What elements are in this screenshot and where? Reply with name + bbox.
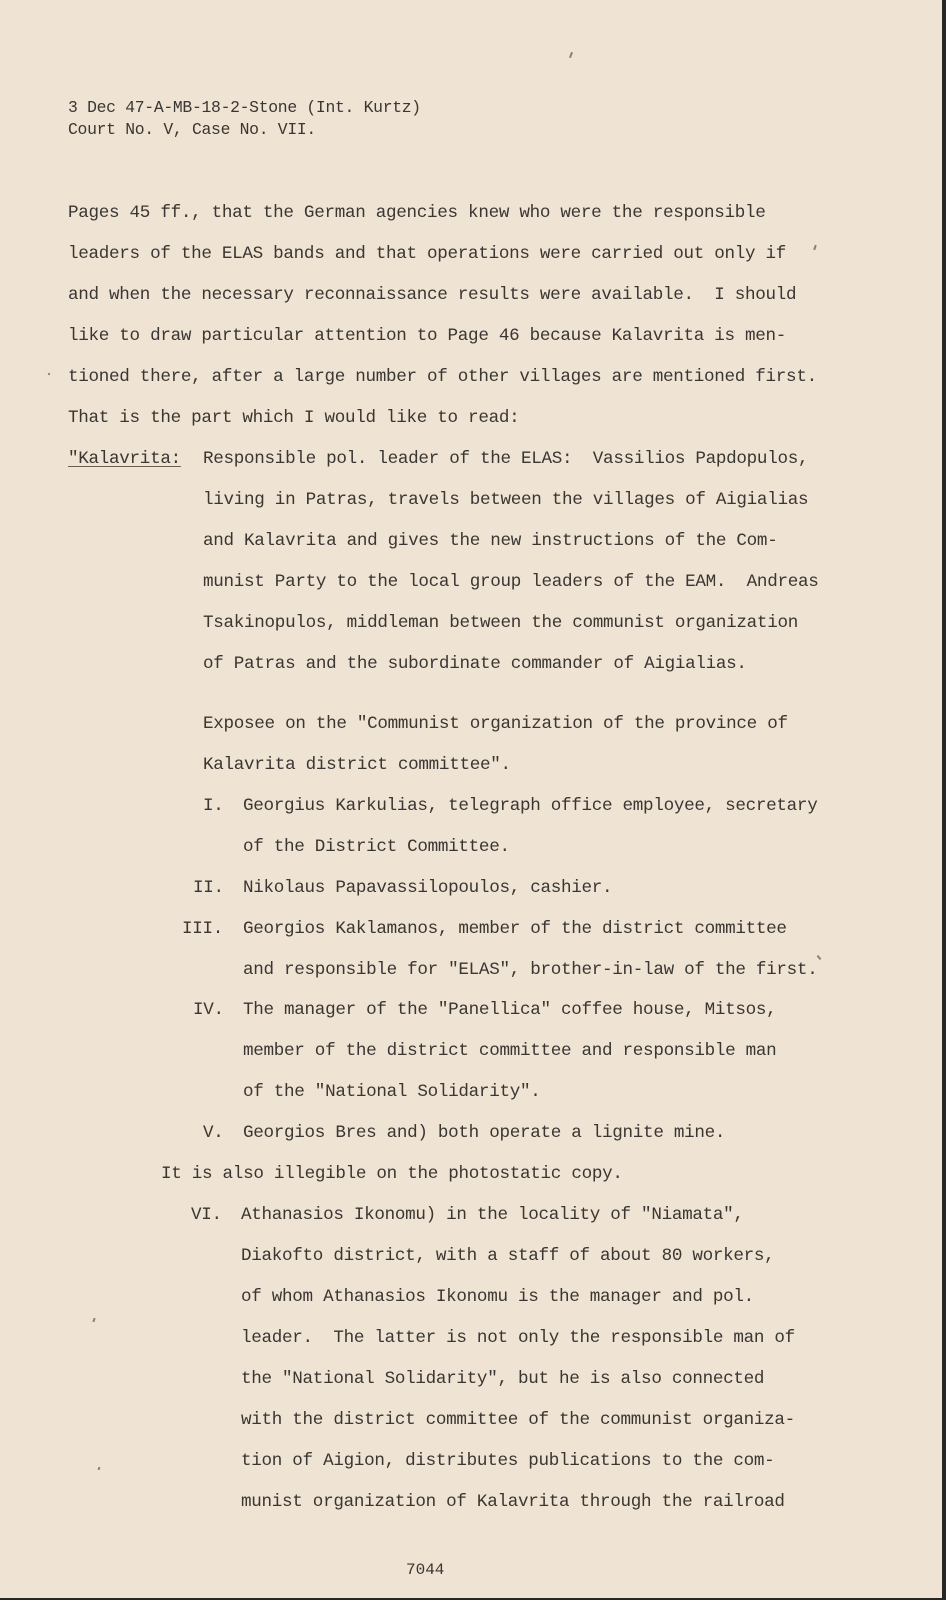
text-line: leaders of the ELAS bands and that operations were carried out only if xyxy=(68,244,787,264)
text-line: of Patras and the subordinate commander of Aigialias. xyxy=(203,654,747,674)
text-line: Exposee on the "Communist organization of the province of xyxy=(203,714,788,734)
list-number: II. xyxy=(193,878,224,898)
text-line: and Kalavrita and gives the new instructions of the Com- xyxy=(203,531,778,551)
header-court: Court No. V, Case No. VII. xyxy=(68,120,316,139)
text-line: leader. The latter is not only the responsible man of xyxy=(241,1328,795,1348)
text-line: of the District Committee. xyxy=(243,837,510,857)
illegible-note: It is also illegible on the photostatic copy. xyxy=(161,1164,623,1184)
text-line: the "National Solidarity", but he is also connected xyxy=(241,1369,765,1389)
text-line: munist Party to the local group leaders of the EAM. Andreas xyxy=(203,572,819,592)
paper-speck xyxy=(98,1467,101,1471)
text-line: tion of Aigion, distributes publications to the com- xyxy=(241,1451,775,1471)
paper-speck xyxy=(569,52,573,58)
text-line: Georgius Karkulias, telegraph office employee, secretary xyxy=(243,796,818,816)
list-number: III. xyxy=(182,919,224,939)
text-line: like to draw particular attention to Page 46 because Kalavrita is men- xyxy=(68,326,787,346)
text-line: Responsible pol. leader of the ELAS: Vassilios Papdopulos, xyxy=(203,449,809,469)
text-line: living in Patras, travels between the villages of Aigialias xyxy=(203,490,809,510)
text-line: Athanasios Ikonomu) in the locality of "Niamata", xyxy=(241,1205,744,1225)
text-line: of the "National Solidarity". xyxy=(243,1082,541,1102)
text-line: That is the part which I would like to read: xyxy=(68,408,520,428)
text-line: The manager of the "Panellica" coffee house, Mitsos, xyxy=(243,1000,777,1020)
list-number: IV. xyxy=(193,1000,224,1020)
text-line: Georgios Kaklamanos, member of the district committee xyxy=(243,919,787,939)
text-line: Pages 45 ff., that the German agencies knew who were the responsible xyxy=(68,203,766,223)
list-number: V. xyxy=(203,1123,224,1143)
header-reference: 3 Dec 47-A-MB-18-2-Stone (Int. Kurtz) xyxy=(68,98,421,117)
text-line: Georgios Bres and) both operate a lignite mine. xyxy=(243,1123,726,1143)
paper-speck xyxy=(92,1318,95,1322)
text-line: tioned there, after a large number of other villages are mentioned first. xyxy=(68,367,817,387)
page-number: 7044 xyxy=(406,1561,445,1579)
text-line: of whom Athanasios Ikonomu is the manager and pol. xyxy=(241,1287,754,1307)
text-line: and when the necessary reconnaissance results were available. I should xyxy=(68,285,797,305)
text-line: Diakofto district, with a staff of about 80 workers, xyxy=(241,1246,775,1266)
text-line: munist organization of Kalavrita through the railroad xyxy=(241,1492,785,1512)
paper-speck xyxy=(813,245,817,250)
text-line: and responsible for "ELAS", brother-in-law of the first. xyxy=(243,960,818,980)
text-line: Tsakinopulos, middleman between the communist organization xyxy=(203,613,798,633)
list-number: I. xyxy=(203,796,224,816)
kalavrita-label: "Kalavrita: xyxy=(68,449,181,469)
text-line: with the district committee of the communist organiza- xyxy=(241,1410,795,1430)
text-line: Kalavrita district committee". xyxy=(203,755,511,775)
text-line: member of the district committee and responsible man xyxy=(243,1041,777,1061)
list-number: VI. xyxy=(191,1205,222,1225)
paper-speck xyxy=(48,373,51,376)
text-line: Nikolaus Papavassilopoulos, cashier. xyxy=(243,878,613,898)
